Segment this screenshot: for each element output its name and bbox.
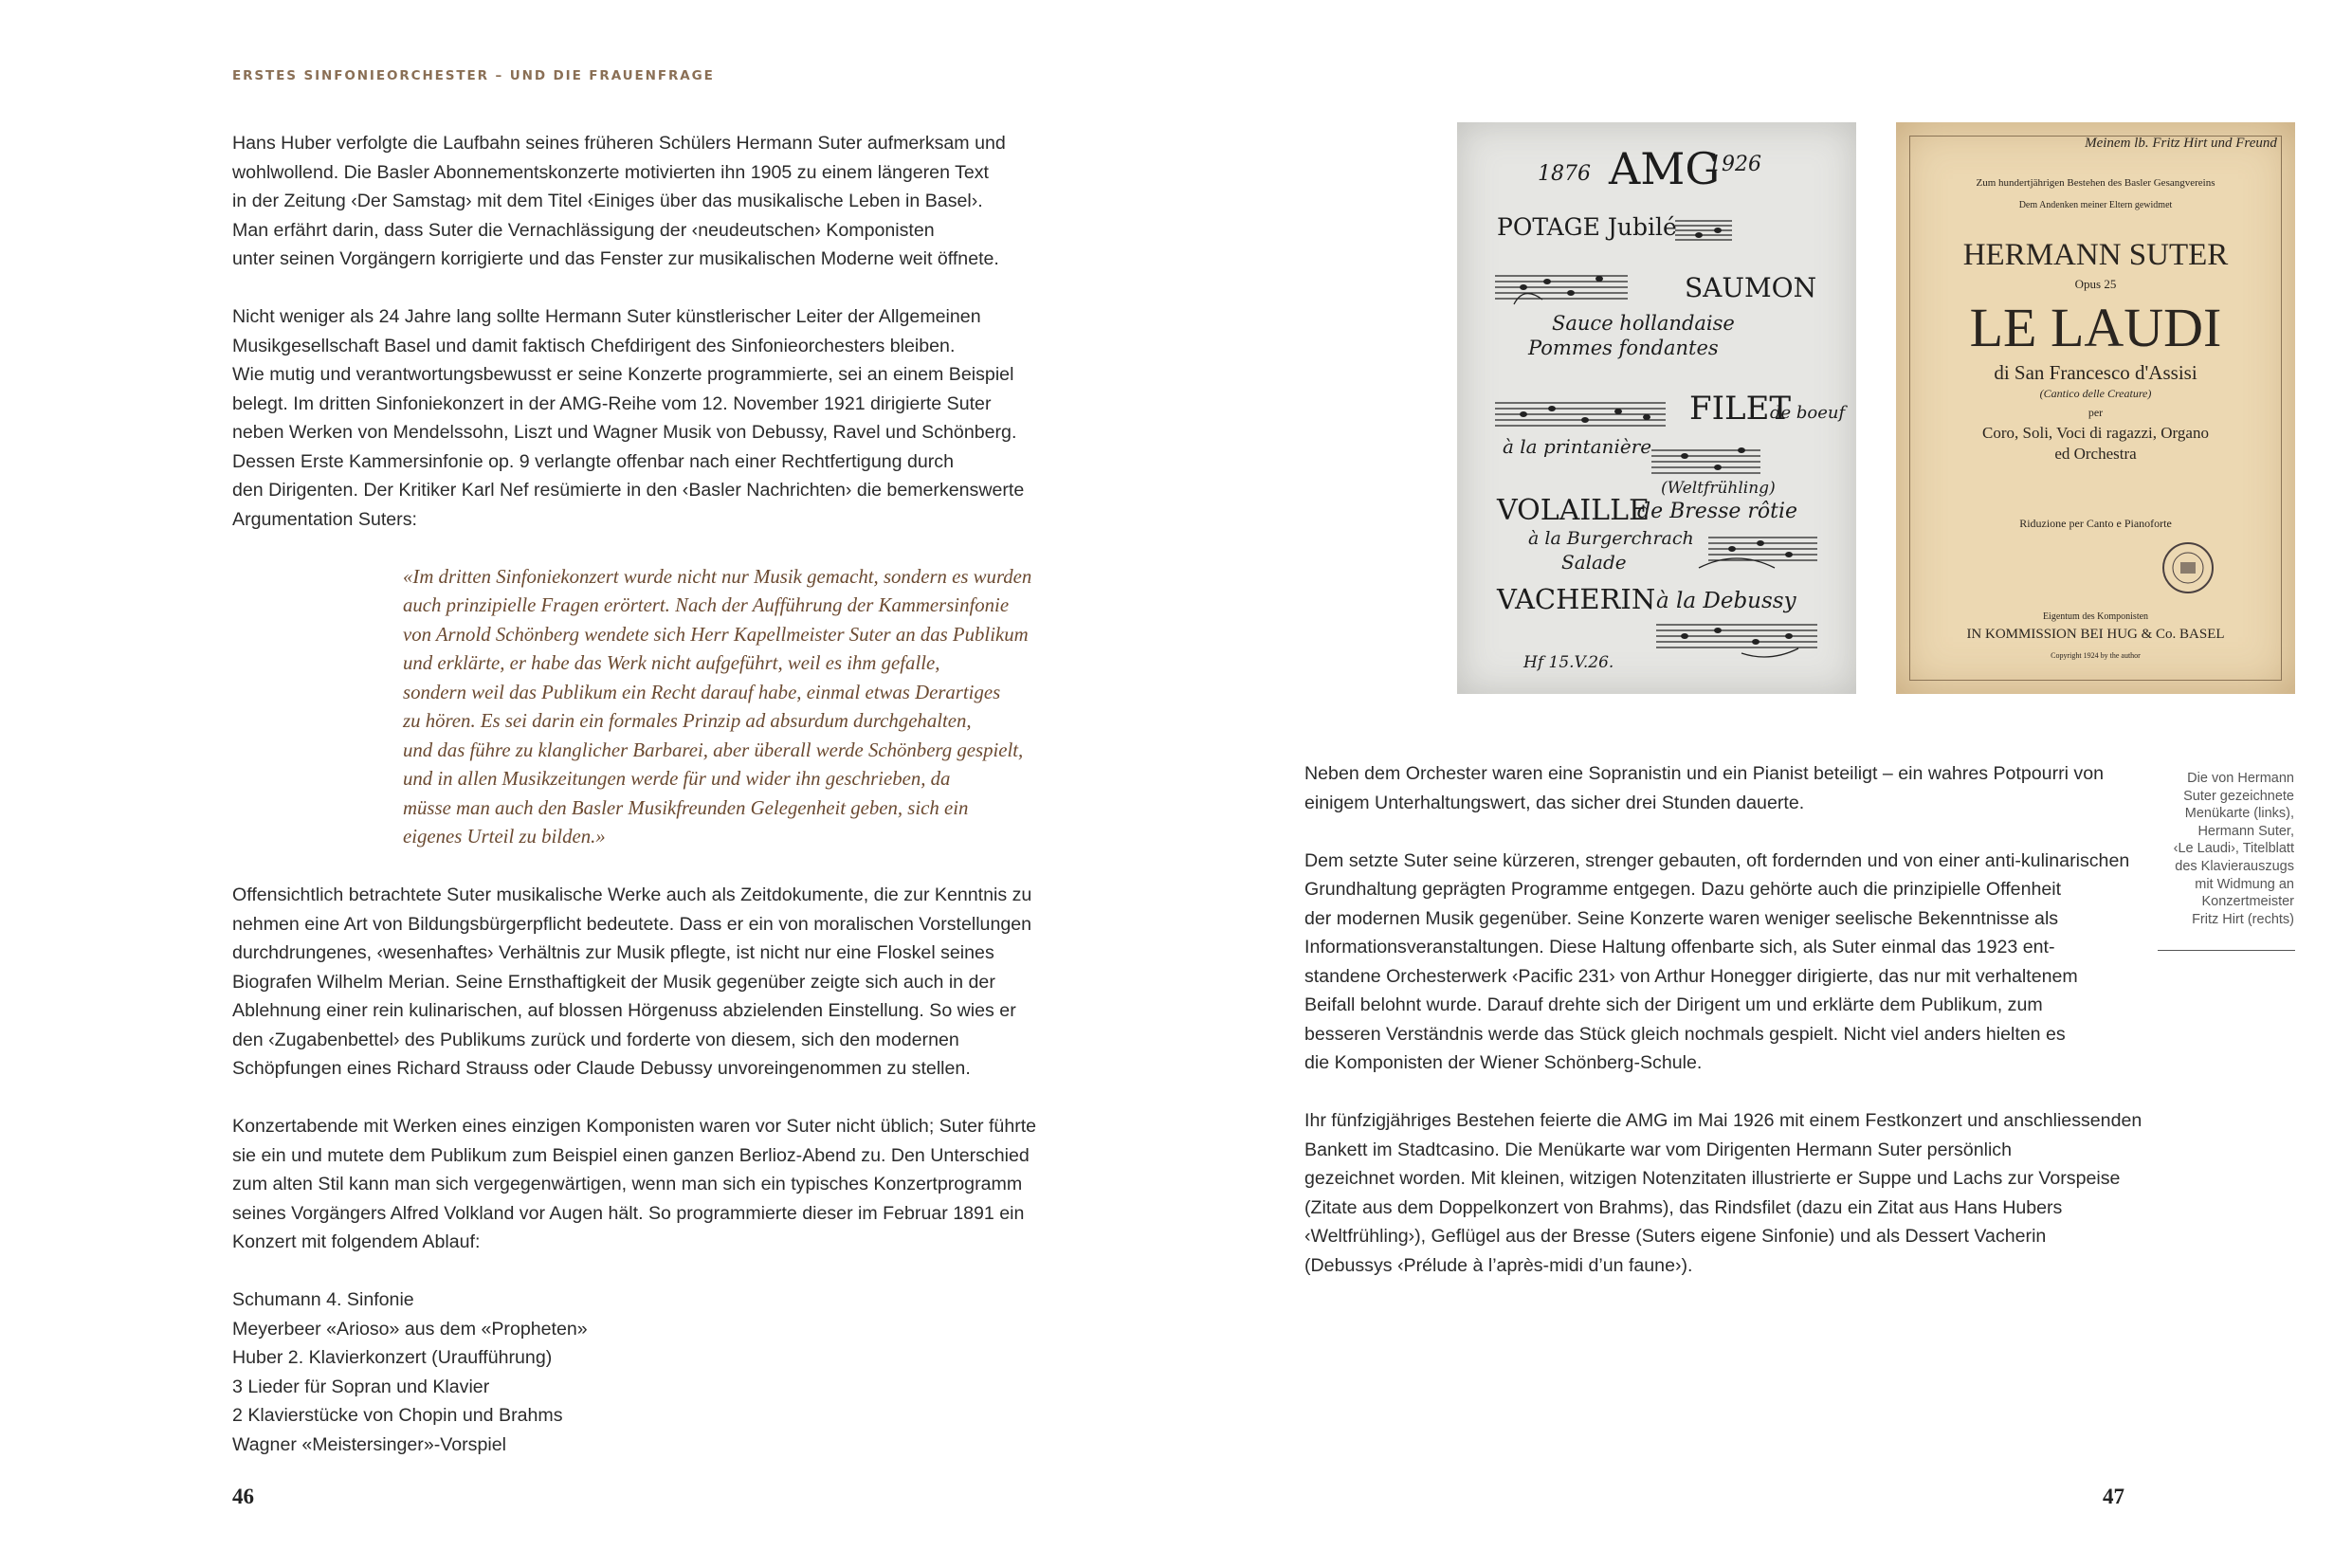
left-paragraph-4 bbox=[232, 1112, 1095, 1257]
cover-opus: Opus 25 bbox=[2074, 277, 2117, 291]
menu-debussy: à la Debussy bbox=[1656, 589, 1796, 613]
menu-year-end: 1926 bbox=[1708, 153, 1761, 176]
text-line: besseren Verständnis werde das Stück gleich nochmals gespielt. Nicht viel anders hielten es bbox=[1304, 1023, 2066, 1045]
program-item: 2 Klavierstücke von Chopin und Brahms bbox=[232, 1405, 563, 1426]
text-line: Hans Huber verfolgte die Laufbahn seines früheren Schülers Hermann Suter aufmerksam und bbox=[232, 133, 1006, 154]
text-line: standene Orchesterwerk ‹Pacific 231› von Arthur Honegger dirigierte, das nur mit verhaltenem bbox=[1304, 965, 2078, 987]
caption-line: Konzertmeister bbox=[2201, 894, 2294, 910]
menu-signature: Hf 15.V.26. bbox=[1523, 653, 1614, 672]
program-item: Wagner «Meistersinger»-Vorspiel bbox=[232, 1433, 506, 1455]
menu-potage: POTAGE Jubilé bbox=[1497, 213, 1677, 241]
text-line: Nicht weniger als 24 Jahre lang sollte Hermann Suter künstlerischer Leiter der Allgemeinen bbox=[232, 306, 981, 327]
quote-line: auch prinzipielle Fragen erörtert. Nach der Aufführung der Kammersinfonie bbox=[403, 594, 1010, 616]
text-line: Grundhaltung geprägten Programme entgegen. Dazu gehörte auch die prinzipielle Offenheit bbox=[1304, 879, 2062, 900]
running-head: ERSTES SINFONIEORCHESTER – UND DIE FRAUENFRAGE bbox=[232, 68, 715, 83]
text-line: Konzert mit folgendem Ablauf: bbox=[232, 1231, 481, 1252]
cover-per: per bbox=[2088, 406, 2104, 419]
quote-line: und in allen Musikzeitungen werde für und wider ihn geschrieben, da bbox=[403, 768, 951, 790]
text-line: Man erfährt darin, dass Suter die Vernachlässigung der ‹neudeutschen› Komponisten bbox=[232, 219, 935, 241]
caption-line: Menükarte (links), bbox=[2184, 806, 2294, 822]
quote-line: müsse man auch den Basler Musikfreunden Gelegenheit geben, sich ein bbox=[403, 796, 969, 819]
menu-de-boeuf: de boeuf bbox=[1770, 403, 1846, 423]
left-paragraph-3 bbox=[232, 881, 1095, 1084]
cover-scoring-2: ed Orchestra bbox=[2054, 445, 2137, 463]
text-line: durchdrungenes, ‹wesenhaftes› Verhältnis zur Musik pflegte, ist nicht nur eine Floskel seines bbox=[232, 942, 994, 963]
program-item: Meyerbeer «Arioso» aus dem «Propheten» bbox=[232, 1318, 588, 1340]
menu-pommes: Pommes fondantes bbox=[1528, 337, 1719, 359]
program-item: Schumann 4. Sinfonie bbox=[232, 1289, 414, 1310]
text-line: Schöpfungen eines Richard Strauss oder Claude Debussy unvoreingenommen zu stellen. bbox=[232, 1058, 971, 1079]
text-line: Beifall belohnt wurde. Darauf drehte sich der Dirigent um und erklärte dem Publikum, zum bbox=[1304, 994, 2043, 1015]
menu-volaille: VOLAILLE bbox=[1497, 494, 1650, 527]
text-line: belegt. Im dritten Sinfoniekonzert in der AMG-Reihe vom 12. November 1921 dirigierte Suter bbox=[232, 392, 992, 414]
caption-line: Hermann Suter, bbox=[2197, 823, 2294, 839]
cover-title: LE LAUDI bbox=[1969, 297, 2222, 358]
text-line: Informationsveranstaltungen. Diese Haltung offenbarte sich, als Suter einmal das 1923 ent- bbox=[1304, 937, 2055, 957]
text-line: Argumentation Suters: bbox=[232, 508, 417, 530]
cover-copyright: Copyright 1924 by the author bbox=[2051, 651, 2141, 660]
score-cover-image bbox=[1896, 122, 2295, 694]
text-line: den Dirigenten. Der Kritiker Karl Nef resümierte in den ‹Basler Nachrichten› die bemerkenswerte bbox=[232, 480, 1025, 501]
right-paragraph-3 bbox=[1304, 1106, 2158, 1280]
menu-year-start: 1876 bbox=[1538, 162, 1591, 186]
cover-cantico: (Cantico delle Creature) bbox=[2039, 387, 2152, 400]
text-line: den ‹Zugabenbettel› des Publikums zurück und forderte von diesem, sich den modernen bbox=[232, 1029, 959, 1050]
text-line: Ablehnung einer rein kulinarischen, auf blossen Hörgenuss abzielenden Einstellung. So wies er bbox=[232, 1000, 1016, 1021]
menu-sauce: Sauce hollandaise bbox=[1552, 312, 1735, 335]
text-line: einigem Unterhaltungswert, das sicher drei Stunden dauerte. bbox=[1304, 792, 1805, 813]
text-line: neben Werken von Mendelssohn, Liszt und Wagner Musik von Debussy, Ravel und Schönberg. bbox=[232, 422, 1017, 443]
caption-line: Suter gezeichnete bbox=[2183, 788, 2294, 804]
text-line: Konzertabende mit Werken eines einzigen Komponisten waren vor Suter nicht üblich; Suter führte bbox=[232, 1116, 1037, 1137]
program-item: 3 Lieder für Sopran und Klavier bbox=[232, 1376, 490, 1397]
left-paragraph-1 bbox=[232, 129, 1095, 274]
page-number-left: 46 bbox=[232, 1485, 254, 1508]
image-caption bbox=[2144, 770, 2294, 928]
text-line: der modernen Musik gegenüber. Seine Konzerte waren weniger seelische Bekenntnisse als bbox=[1304, 907, 2059, 929]
text-line: sie ein und mutete dem Publikum zum Beispiel einen ganzen Berlioz-Abend zu. Den Unterschied bbox=[232, 1144, 1030, 1166]
caption-rule bbox=[2158, 950, 2295, 951]
page-number-right: 47 bbox=[2103, 1485, 2124, 1508]
text-line: unter seinen Vorgängern korrigierte und das Fenster zur musikalischen Moderne weit öffnete. bbox=[232, 248, 999, 269]
text-line: zum alten Stil kann man sich vergegenwärtigen, wenn man sich ein typisches Konzertprogramm bbox=[232, 1174, 1023, 1194]
menu-card-image bbox=[1457, 122, 1856, 694]
quote-line: zu hören. Es sei darin ein formales Prinzip ad absurdum durchgehalten, bbox=[403, 710, 972, 732]
caption-line: Fritz Hirt (rechts) bbox=[2192, 911, 2294, 927]
quote-line: sondern weil das Publikum ein Recht darauf habe, einmal etwas Derartiges bbox=[403, 681, 1001, 703]
menu-bresse: de Bresse rôtie bbox=[1637, 500, 1798, 523]
quote-line: und das führe zu klanglicher Barbarei, aber überall werde Schönberg gespielt, bbox=[403, 738, 1024, 761]
right-paragraph-1 bbox=[1304, 759, 2158, 817]
text-line: Musikgesellschaft Basel und damit faktisch Chefdirigent des Sinfonieorchesters bleiben. bbox=[232, 335, 956, 356]
text-line: Dem setzte Suter seine kürzeren, strenger gebauten, oft fordernden und von einer anti-kulinarischen bbox=[1304, 849, 2130, 871]
text-line: wohlwollend. Die Basler Abonnementskonzerte motivierten ihn 1905 zu einem längeren Text bbox=[232, 161, 990, 183]
text-line: Ihr fünfzigjähriges Bestehen feierte die AMG im Mai 1926 mit einem Festkonzert und anschliessenden bbox=[1304, 1110, 2142, 1131]
menu-printaniere: à la printanière bbox=[1503, 435, 1652, 458]
cover-stamp bbox=[2160, 539, 2216, 596]
cover-scoring-1: Coro, Soli, Voci di ragazzi, Organo bbox=[1982, 424, 2209, 442]
caption-line: Die von Hermann bbox=[2187, 771, 2294, 786]
text-line: (Debussys ‹Prélude à l’après-midi d’un faune›). bbox=[1304, 1254, 1693, 1276]
text-line: Wie mutig und verantwortungsbewusst er seine Konzerte programmierte, sei an einem Beispiel bbox=[232, 364, 1014, 385]
block-quote bbox=[403, 563, 1095, 852]
menu-filet: FILET bbox=[1689, 390, 1792, 428]
text-line: Bankett im Stadtcasino. Die Menükarte war vom Dirigenten Hermann Suter persönlich bbox=[1304, 1139, 2012, 1160]
text-line: seines Vorgängers Alfred Volkland vor Augen hält. So programmierte dieser im Februar 1891 ein bbox=[232, 1202, 1025, 1224]
caption-line: des Klavierauszugs bbox=[2175, 858, 2294, 874]
text-line: die Komponisten der Wiener Schönberg-Schule. bbox=[1304, 1052, 1703, 1073]
text-line: Biografen Wilhelm Merian. Seine Ernsthaftigkeit der Musik gegenüber zeigte sich auch in der bbox=[232, 971, 995, 993]
quote-line: und erklärte, er habe das Werk nicht aufgeführt, weil es ihm gefalle, bbox=[403, 652, 940, 674]
cover-composer: HERMANN SUTER bbox=[1962, 238, 2229, 272]
right-column bbox=[1304, 759, 2158, 1309]
text-line: (Zitate aus dem Doppelkonzert von Brahms), das Rindsfilet (dazu ein Zitat aus Hans Hubers bbox=[1304, 1196, 2063, 1218]
left-column bbox=[232, 129, 1095, 1459]
text-line: Dessen Erste Kammersinfonie op. 9 verlangte offenbar nach einer Rechtfertigung durch bbox=[232, 450, 954, 472]
text-line: Offensichtlich betrachtete Suter musikalische Werke auch als Zeitdokumente, die zur Kenntnis zu bbox=[232, 884, 1032, 905]
cover-handwritten-dedication: Meinem lb. Fritz Hirt und Freund bbox=[2085, 136, 2277, 151]
cover-publisher: IN KOMMISSION BEI HUG & Co. BASEL bbox=[1966, 627, 2225, 642]
quote-line: eigenes Urteil zu bilden.» bbox=[403, 826, 606, 848]
menu-amg: AMG bbox=[1609, 143, 1721, 194]
text-line: nehmen eine Art von Bildungsbürgerpflicht bedeutete. Dass er ein von moralischen Vorstellungen bbox=[232, 913, 1032, 935]
cover-reduction: Riduzione per Canto e Pianoforte bbox=[2019, 517, 2172, 530]
caption-line: mit Widmung an bbox=[2195, 876, 2294, 892]
right-paragraph-2 bbox=[1304, 847, 2158, 1078]
concert-program-list bbox=[232, 1285, 1095, 1459]
left-paragraph-2 bbox=[232, 302, 1095, 534]
cover-property: Eigentum des Komponisten bbox=[2042, 611, 2149, 622]
menu-burgerchrach: à la Burgerchrach bbox=[1528, 528, 1694, 549]
menu-weltfruehling: (Weltfrühling) bbox=[1661, 479, 1776, 498]
text-line: in der Zeitung ‹Der Samstag› mit dem Titel ‹Einiges über das musikalische Leben in Basel›. bbox=[232, 191, 983, 211]
text-line: Neben dem Orchester waren eine Sopranistin und ein Pianist beteiligt – ein wahres Potpourri von bbox=[1304, 763, 2105, 784]
text-line: ‹Weltfrühling›), Geflügel aus der Bresse (Suters eigene Sinfonie) und als Dessert Vacherin bbox=[1304, 1226, 2047, 1247]
quote-line: von Arnold Schönberg wendete sich Herr Kapellmeister Suter an das Publikum bbox=[403, 623, 1029, 646]
quote-line: «Im dritten Sinfoniekonzert wurde nicht nur Musik gemacht, sondern es wurden bbox=[403, 565, 1032, 588]
cover-dedicated: Dem Andenken meiner Eltern gewidmet bbox=[2018, 200, 2173, 210]
text-line: gezeichnet worden. Mit kleinen, witzigen Notenzitaten illustrierte er Suppe und Lachs zur Vorspeise bbox=[1304, 1168, 2121, 1189]
caption-line: ‹Le Laudi›, Titelblatt bbox=[2173, 841, 2294, 857]
menu-vacherin: VACHERIN bbox=[1497, 583, 1656, 615]
menu-salade: Salade bbox=[1561, 551, 1627, 574]
program-item: Huber 2. Klavierkonzert (Uraufführung) bbox=[232, 1347, 553, 1368]
cover-header: Zum hundertjährigen Bestehen des Basler Gesangvereins bbox=[1976, 177, 2215, 189]
menu-saumon: SAUMON bbox=[1685, 272, 1817, 303]
cover-subtitle: di San Francesco d'Assisi bbox=[1994, 361, 2197, 384]
